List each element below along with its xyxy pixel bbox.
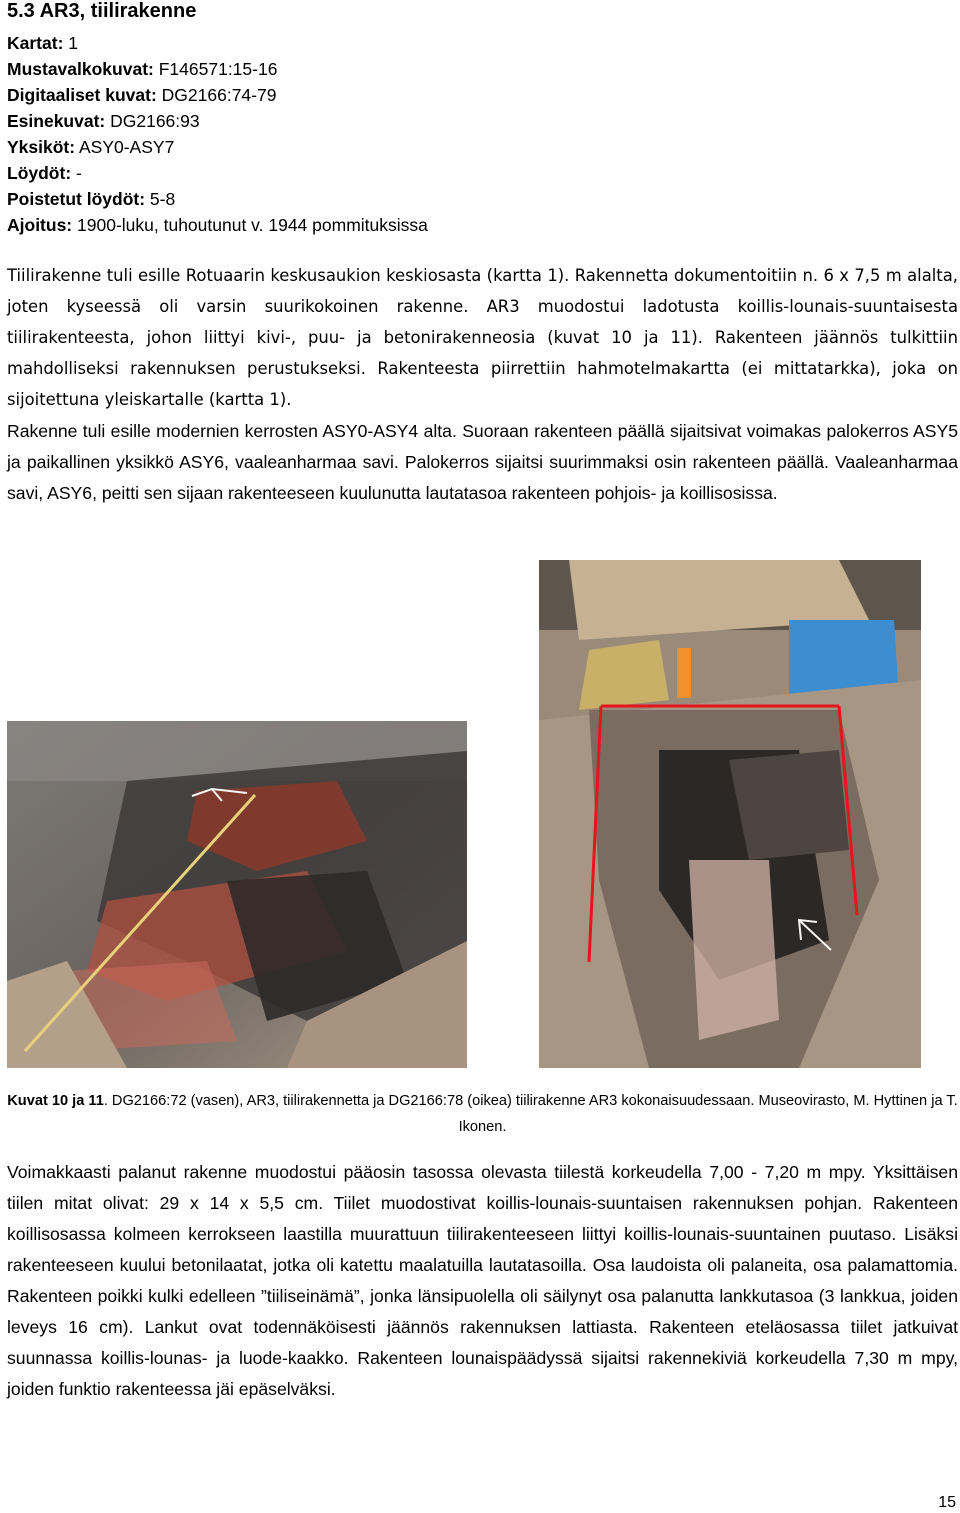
- caption-label: Kuvat 10 ja 11: [7, 1093, 104, 1109]
- meta-value: 1: [68, 33, 79, 53]
- meta-value: -: [76, 163, 82, 183]
- meta-row-digital-photos: [7, 82, 428, 108]
- metadata-list: [7, 30, 428, 238]
- meta-key: Kartat:: [7, 33, 64, 53]
- meta-value: 1900-luku, tuhoutunut v. 1944 pommituksissa: [77, 215, 428, 235]
- meta-key: Mustavalkokuvat:: [7, 59, 154, 79]
- meta-value: F146571:15-16: [158, 59, 278, 79]
- meta-key: Ajoitus:: [7, 215, 73, 235]
- paragraph-details: Voimakkaasti palanut rakenne muodostui pääosin tasossa olevasta tiilestä korkeudella 7,00 - 7,20 m mpy. Yksittäisen tiilen mitat olivat: 29 x 14 x 5,5 cm. Tiilet muodostivat koillis-lounais-suuntaisen rakennuksen pohjan. Rakenteen koillisosassa kolmeen kerrokseen laastilla muurattuun tiilirakenteeseen liittyi koillis-lounais-suuntainen puutaso. Lisäksi rakenteeseen kuului betonilaatat, jotka oli katettu maalatuilla lautatasoilla. Osa laudoista oli palaneita, osa palamattomia. Rakenteen poikki kulki edelleen ”tiiliseinämä”, jonka länsipuolella oli säilynyt osa palanutta lankkutasoa (3 lankkua, joiden leveys 16 cm). Lankut ovat todennäköisesti jäännös rakennuksen lattiasta. Rakenteen eteläosassa tiilet jatkuivat suunnassa koillis-lounas- ja luode-kaakko. Rakenteen lounaispäädyssä sijaitsi rakennekiviä korkeudella 7,30 m mpy, joiden funktio rakenteessa jäi epäselväksi.: [7, 1162, 958, 1399]
- paragraph-description: Tiilirakenne tuli esille Rotuaarin keskusaukion keskiosasta (kartta 1). Rakennetta dokumentoitiin n. 6 x 7,5 m alalta, joten kyseessä oli varsin suurikokoinen rakenne. AR3 muodostui ladotusta koillis-lounais-suuntaisesta tiilirakenteesta, johon liittyi kivi-, puu- ja betonirakenneosia (kuvat 10 ja 11). Rakenteen jäännös tulkittiin mahdolliseksi rakennuksen perustukseksi. Rakenteesta piirrettiin hahmotelmakartta (ei mittatarkka), joka on sijoitettuna yleiskartalle (kartta 1).: [7, 266, 958, 409]
- caption-text: . DG2166:72 (vasen), AR3, tiilirakennetta ja DG2166:78 (oikea) tiilirakenne AR3 kokonaisuudessaan. Museovirasto, M. Hyttinen ja T. Ikonen.: [103, 1093, 958, 1135]
- meta-key: Yksiköt:: [7, 137, 76, 157]
- meta-key: Digitaaliset kuvat:: [7, 85, 157, 105]
- meta-key: Poistetut löydöt:: [7, 189, 146, 209]
- meta-row-bw-photos: [7, 56, 428, 82]
- meta-value: 5-8: [149, 189, 176, 209]
- meta-key: Löydöt:: [7, 163, 72, 183]
- meta-row-object-photos: [7, 108, 428, 134]
- meta-row-units: [7, 134, 428, 160]
- meta-row-maps: [7, 30, 428, 56]
- photo-left-image: [7, 721, 467, 1068]
- meta-value: DG2166:74-79: [161, 85, 277, 105]
- meta-value: ASY0-ASY7: [78, 137, 175, 157]
- meta-row-finds: [7, 160, 428, 186]
- photo-brick-structure-closeup: [7, 721, 467, 1068]
- meta-key: Esinekuvat:: [7, 111, 106, 131]
- photo-right-image: [539, 560, 921, 1068]
- paragraph-stratigraphy: Rakenne tuli esille modernien kerrosten ASY0-ASY4 alta. Suoraan rakenteen päällä sijaitsivat voimakas palokerros ASY5 ja paikallinen yksikkö ASY6, vaaleanharmaa savi. Palokerros sijaitsi suurimmaksi osin rakenteen päällä. Vaaleanharmaa savi, ASY6, peitti sen sijaan rakenteeseen kuulunutta lautatasoa rakenteen pohjois- ja koillisosissa.: [7, 421, 958, 503]
- page-number: 15: [938, 1494, 956, 1511]
- photo-brick-structure-overview: [539, 560, 921, 1068]
- meta-value: DG2166:93: [110, 111, 200, 131]
- meta-row-dating: [7, 212, 428, 238]
- figure-caption: [7, 1088, 958, 1140]
- meta-row-removed-finds: [7, 186, 428, 212]
- section-heading: 5.3 AR3, tiilirakenne: [7, 0, 197, 22]
